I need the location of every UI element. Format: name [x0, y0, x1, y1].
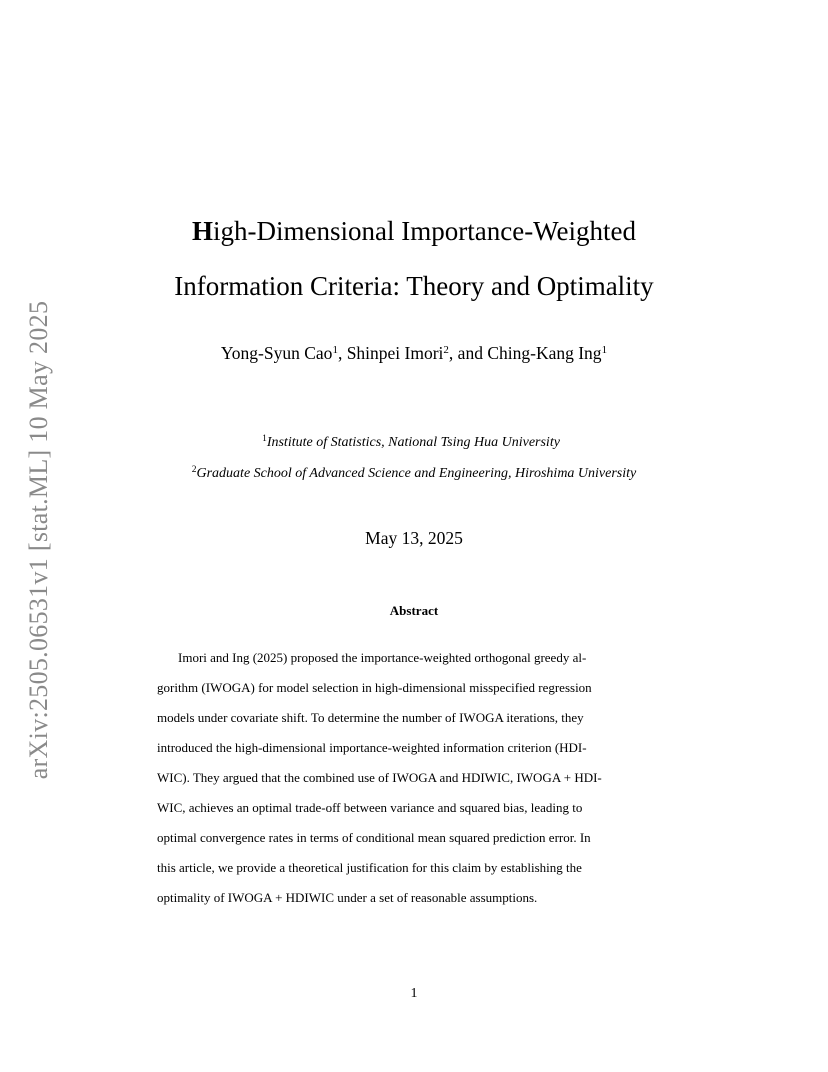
abstract-heading: Abstract — [389, 603, 439, 618]
author-name: Ching-Kang Ing — [487, 343, 602, 363]
abstract-line: introduced the high-dimensional importance-weighted information criterion (HDI- — [157, 740, 587, 755]
author-separator: , — [337, 343, 347, 363]
abstract-line: models under covariate shift. To determine the number of IWOGA iterations, they — [157, 710, 584, 725]
author-name: Shinpei Imori — [346, 343, 444, 363]
title-line-1-text: igh-Dimensional Importance-Weighted — [213, 216, 636, 246]
arxiv-stamp: arXiv:2505.06531v1 [stat.ML] 10 May 2025 — [24, 300, 53, 780]
paper-date: May 13, 2025 — [365, 528, 463, 548]
abstract-line: optimal convergence rates in terms of conditional mean squared prediction error. In — [157, 830, 591, 845]
author-affil-mark: 1 — [332, 344, 338, 356]
abstract-line: WIC). They argued that the combined use of IWOGA and HDIWIC, IWOGA + HDI- — [157, 770, 602, 785]
affiliation-mark: 2 — [191, 465, 197, 475]
page-number: 1 — [410, 986, 418, 1001]
author-affil-mark: 2 — [443, 344, 449, 356]
abstract-line: this article, we provide a theoretical justification for this claim by establishing the — [157, 860, 582, 875]
abstract-line: gorithm (IWOGA) for model selection in high-dimensional misspecified regression — [157, 680, 592, 695]
title-initial: H — [192, 216, 214, 246]
abstract-line: optimality of IWOGA + HDIWIC under a set of reasonable assumptions. — [157, 890, 538, 905]
affiliation-mark: 1 — [262, 434, 267, 444]
author-name: Yong-Syun Cao — [220, 343, 333, 363]
affiliation-2 — [0, 466, 828, 482]
author-separator: , and — [448, 343, 488, 363]
abstract-body — [157, 643, 661, 913]
affiliation-text: Graduate School of Advanced Science and Engineering, Hiroshima University — [196, 466, 637, 481]
abstract-line: Imori and Ing (2025) proposed the importance-weighted orthogonal greedy al- — [178, 650, 587, 665]
affiliation-text: Institute of Statistics, National Tsing Hua University — [266, 435, 560, 450]
author-affil-mark: 1 — [601, 344, 608, 356]
paper-title-line-1 — [0, 216, 828, 247]
paper-title-line-2: Information Criteria: Theory and Optimality — [174, 271, 654, 301]
author-list — [0, 343, 828, 364]
affiliation-1 — [0, 435, 825, 451]
abstract-line: WIC, achieves an optimal trade-off between variance and squared bias, leading to — [157, 800, 583, 815]
